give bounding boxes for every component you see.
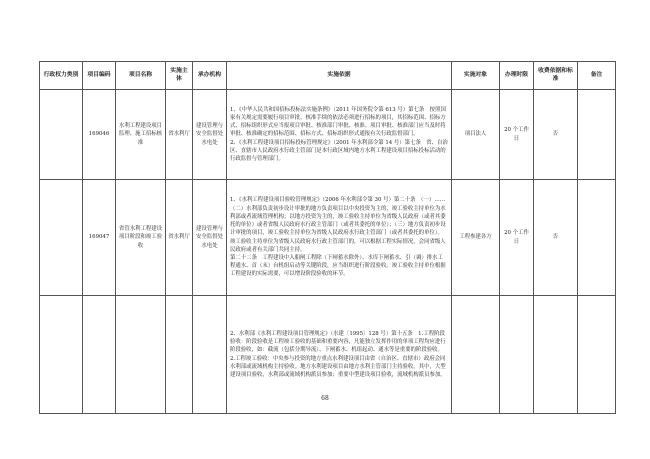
header-subject: 实施主体	[166, 62, 193, 90]
header-row	[40, 62, 616, 90]
cell-timelimit: 20 个工作日	[500, 90, 534, 180]
cell-name: 省管水利工程建设项目阶段和竣工验收	[116, 180, 166, 296]
header-code: 项目编码	[83, 62, 116, 90]
cell-subject: 省水利厅	[166, 90, 193, 180]
cell-subject: 省水利厅	[166, 180, 193, 296]
basis-paragraph: 2、《水利工程建设项目招标投标管理规定》（2001 年水利部令第 14 号）第七条 省、自治区、直辖市人民政府水行政主管部门是本行政区域内地方水利工程建设项目招标投标活动的行政监督与管理部门。	[230, 139, 448, 162]
cell-fee: 否	[534, 180, 578, 296]
header-basis: 实施依据	[227, 62, 452, 90]
cell-remarks	[578, 180, 616, 296]
cell-fee: 否	[534, 90, 578, 180]
cell-timelimit: 20 个工作日	[500, 180, 534, 296]
header-remarks: 备注	[578, 62, 616, 90]
header-name: 项目名称	[116, 62, 166, 90]
cell-target: 项目法人	[452, 90, 500, 180]
cell-agency: 建设管理与安全监督处水电处	[193, 90, 227, 180]
table-row	[40, 180, 616, 296]
cell-agency: 建设管理与安全监督处水电处	[193, 180, 227, 296]
cell-code: 169046	[83, 90, 116, 180]
header-fee: 收费依据和标准	[534, 62, 578, 90]
header-agency: 承办机构	[193, 62, 227, 90]
basis-paragraph: 2、水利部《水利工程建设项目管理规定》（水建〔1995〕128 号）第十五条 1.工程阶段验收：阶段验收是工程竣工验收的基础和重要内容，凡能独立发挥作用的单项工程均应进行阶段验收，如：截流（包括分期导流）、下闸蓄水、机组起动、通水等是重要的阶段验收。2.工程竣工验收：中央参与投资的地方重点水利建设项目由省（自治区、直辖市）政府会同水利部或流域机构主持验收。地方水利建设项目由地方水利主管部门主持验收。其中，大型建设项目验收，水利部或流域机构派员参加；重要中型建设项目验收，流域机构派员参加。	[230, 330, 446, 378]
basis-paragraph: 第二十二条 工程建设中入船闸工程除（下闸蓄水除外）、水库下闸蓄水、引（调）排水工程通水、首（末）台机组启动等关键阶段，应当组织进行阶段验收。竣工验收主持单位根据工程建设的实际需要，可以增设阶段验收的环节。	[230, 254, 446, 278]
basis-paragraph: 1、《中华人民共和国招标投标法实施条例》（2011 年国务院令第 613 号）第七条 按照国家有关规定需要履行项目审批、核准手续的依法必须进行招标的项目，其招标范围、招标方式、招标组织形式应当报项目审批、核准部门审批、核准。项目审批、核准部门应当及时将审批、核准确定的招标范围、招标方式、招标组织形式通报有关行政监督部门。	[230, 106, 446, 138]
cell-name: 水利工程建设项目监理、施工招标核准	[116, 90, 166, 180]
header-target: 实施对象	[452, 62, 500, 90]
basis-paragraph: 1、《水利工程建设项目验收管理规定》（2006 年水利部令第 30 号）第二十条 （一）……（二）水利部负责初步设计审批的地方负责项目以中央投资为主的，竣工验收主持单位为水利部或者流域管理机构；以地方投资为主的，竣工验收主持单位为省级人民政府（或者其委托的单位）或者省级人民政府水行政主管部门（或者其委托的单位）；（三）地方负责初步设计审批的项目，竣工验收主持单位为省级人民政府水行政主管部门（或者其委托的单位）。竣工验收主持单位为省级人民政府水行政主管部门的，可以根据工程实际情况，会同省级人民政府或者有关部门共同主持。	[230, 197, 446, 253]
table-row	[40, 90, 616, 180]
page-number: 68	[321, 395, 329, 402]
cell-remarks	[578, 90, 616, 180]
header-timelimit: 办理时限	[500, 62, 534, 90]
power-list-table	[39, 61, 616, 414]
cell-category	[40, 90, 83, 180]
cell-basis	[227, 90, 452, 180]
cell-category	[40, 180, 83, 296]
cell-target: 工程参建各方	[452, 180, 500, 296]
header-category: 行政权力类别	[40, 62, 83, 90]
cell-code: 169047	[83, 180, 116, 296]
cell-basis	[227, 180, 452, 296]
